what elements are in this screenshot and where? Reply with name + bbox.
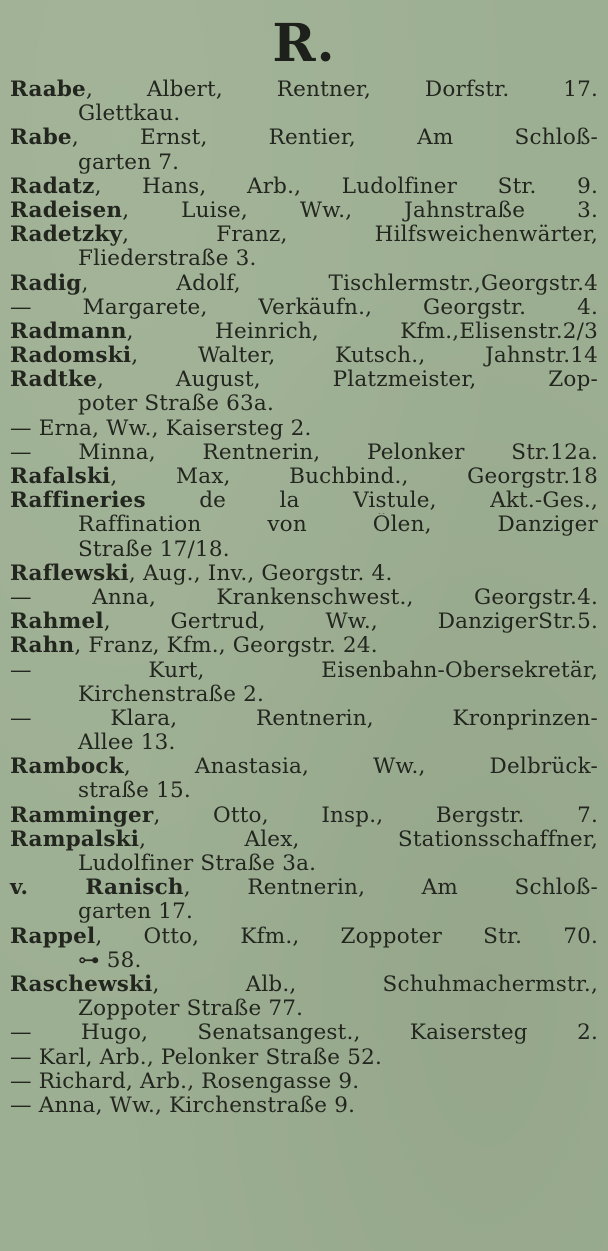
entry-text: , Albert, Rentner, Dorfstr. 17. <box>85 78 598 102</box>
entry-surname: Radatz <box>10 174 95 199</box>
entry-text: — Margarete, Verkäufn., Georgstr. 4. <box>10 295 598 320</box>
entry-surname: Raflewski <box>10 561 129 586</box>
entry-text: — Richard, Arb., Rosengasse 9. <box>10 1069 360 1094</box>
entry-text: straße 15. <box>78 779 191 804</box>
directory-entry-line <box>0 465 608 489</box>
directory-entry-line <box>0 1094 608 1118</box>
directory-entry-line <box>0 707 608 731</box>
entry-text: de la Vistule, Akt.-Ges., <box>145 489 598 514</box>
directory-entry-line <box>0 489 608 513</box>
directory-entry-line <box>0 876 608 900</box>
entry-text: , Heinrich, Kfm.,Elisenstr.2/3 <box>126 319 598 344</box>
entry-text: — Klara, Rentnerin, Kronprinzen- <box>10 706 598 731</box>
directory-entry-line <box>0 344 608 368</box>
entry-surname: Radomski <box>10 344 132 369</box>
entry-surname: Radeisen <box>10 198 123 223</box>
directory-entry-line <box>0 417 608 441</box>
entry-text: garten 17. <box>78 900 194 925</box>
entry-surname: Rafalski <box>10 465 111 489</box>
directory-entry-line <box>0 610 608 634</box>
entry-text: , Otto, Kfm., Zoppoter Str. 70. <box>95 924 598 949</box>
entry-surname: Raffineries <box>10 489 146 514</box>
entry-text: Straße 17/18. <box>78 537 230 562</box>
entry-surname: Rambock <box>10 755 124 780</box>
entry-text: , Anastasia, Ww., Delbrück- <box>123 755 598 780</box>
directory-entry-line <box>0 925 608 949</box>
entry-text: , Hans, Arb., Ludolfiner Str. 9. <box>94 174 598 199</box>
entry-text: — Anna, Krankenschwest., Georgstr.4. <box>10 585 598 610</box>
directory-entry-line <box>0 513 608 537</box>
entry-text: , Alex, Stationsschaffner, <box>139 827 598 852</box>
directory-entry-line <box>0 1021 608 1045</box>
directory-entry-line <box>0 175 608 199</box>
entry-text: , Aug., Inv., Georgstr. 4. <box>128 561 393 586</box>
entry-text: Fliederstraße 3. <box>78 247 257 272</box>
directory-entry-line <box>0 223 608 247</box>
entry-text: poter Straße 63a. <box>78 392 274 417</box>
entry-surname: Rahmel <box>10 610 104 635</box>
entry-surname: Radtke <box>10 368 98 393</box>
directory-entry-line <box>0 272 608 296</box>
directory-entry-line <box>0 368 608 392</box>
entry-text: — Anna, Ww., Kirchenstraße 9. <box>10 1093 356 1118</box>
entry-surname: Rabe <box>10 126 72 151</box>
directory-entry-line <box>0 199 608 223</box>
directory-entry-line <box>0 852 608 876</box>
directory-entry-line <box>0 755 608 779</box>
entry-text: , August, Platzmeister, Zop- <box>97 368 598 393</box>
entry-text: Glettkau. <box>78 102 181 127</box>
entry-text: — Hugo, Senatsangest., Kaisersteg 2. <box>10 1021 598 1046</box>
directory-entry-line <box>0 102 608 126</box>
entry-text: , Adolf, Tischlermstr.,Georgstr.4 <box>81 271 598 296</box>
entry-text: , Franz, Kfm., Georgstr. 24. <box>74 634 378 659</box>
entry-surname: Rampalski <box>10 827 140 852</box>
directory-entry-line <box>0 586 608 610</box>
entry-text: — Kurt, Eisenbahn-Obersekretär, <box>10 658 598 683</box>
entry-surname: Rahn <box>10 634 75 659</box>
entry-text: Allee 13. <box>78 731 176 756</box>
entry-text: , Ernst, Rentier, Am Schloß- <box>71 126 598 151</box>
entry-surname: v. Ranisch <box>10 876 184 901</box>
directory-entry-line <box>0 441 608 465</box>
entry-text: , Rentnerin, Am Schloß- <box>183 876 598 901</box>
entry-text: Kirchenstraße 2. <box>78 682 265 707</box>
directory-entry-line <box>0 78 608 102</box>
directory-entry-line <box>0 1070 608 1094</box>
entry-surname: Radetzky <box>10 223 123 248</box>
directory-entry-line <box>0 731 608 755</box>
directory-entry-line <box>0 296 608 320</box>
entry-text: , Franz, Hilfsweichenwärter, <box>122 223 598 248</box>
entry-text: Zoppoter Straße 77. <box>78 997 304 1022</box>
directory-entry-line <box>0 997 608 1021</box>
directory-entry-line <box>0 634 608 658</box>
entry-text: ⊶ 58. <box>78 948 142 973</box>
directory-entry-line <box>0 126 608 150</box>
directory-entry-line <box>0 779 608 803</box>
directory-entry-line <box>0 1046 608 1070</box>
directory-entry-line <box>0 973 608 997</box>
entry-text: — Karl, Arb., Pelonker Straße 52. <box>10 1045 383 1070</box>
entry-surname: Ramminger <box>10 803 154 828</box>
directory-entry-line <box>0 320 608 344</box>
entry-surname: Radmann <box>10 319 127 344</box>
directory-entry-line <box>0 683 608 707</box>
entry-text: Ludolfiner Straße 3a. <box>78 852 317 876</box>
entry-text: , Otto, Insp., Bergstr. 7. <box>153 803 598 828</box>
directory-entry-line <box>0 828 608 852</box>
entry-text: garten 7. <box>78 150 180 175</box>
directory-entry-line <box>0 538 608 562</box>
entry-text: — Minna, Rentnerin, Pelonker Str.12a. <box>10 440 598 465</box>
directory-entry-line <box>0 392 608 416</box>
entry-text: — Erna, Ww., Kaisersteg 2. <box>10 416 312 441</box>
entry-text: , Alb., Schuhmachermstr., <box>152 972 598 997</box>
entry-surname: Raschewski <box>10 972 153 997</box>
entry-text: , Gertrud, Ww., DanzigerStr.5. <box>103 610 598 635</box>
entry-surname: Rappel <box>10 924 96 949</box>
directory-entries <box>0 78 608 1118</box>
entry-text: Raffination von Ölen, Danziger <box>78 513 598 538</box>
section-letter-heading: R. <box>272 13 336 74</box>
directory-entry-line <box>0 659 608 683</box>
entry-text: , Max, Buchbind., Georgstr.18 <box>110 465 598 489</box>
directory-entry-line <box>0 562 608 586</box>
directory-entry-line <box>0 804 608 828</box>
directory-entry-line <box>0 949 608 973</box>
directory-entry-line <box>0 247 608 271</box>
directory-entry-line <box>0 900 608 924</box>
directory-entry-line <box>0 151 608 175</box>
entry-text: , Walter, Kutsch., Jahnstr.14 <box>131 344 598 369</box>
entry-text: , Luise, Ww., Jahnstraße 3. <box>122 198 598 223</box>
entry-surname: Radig <box>10 271 82 296</box>
entry-surname: Raabe <box>10 78 86 102</box>
